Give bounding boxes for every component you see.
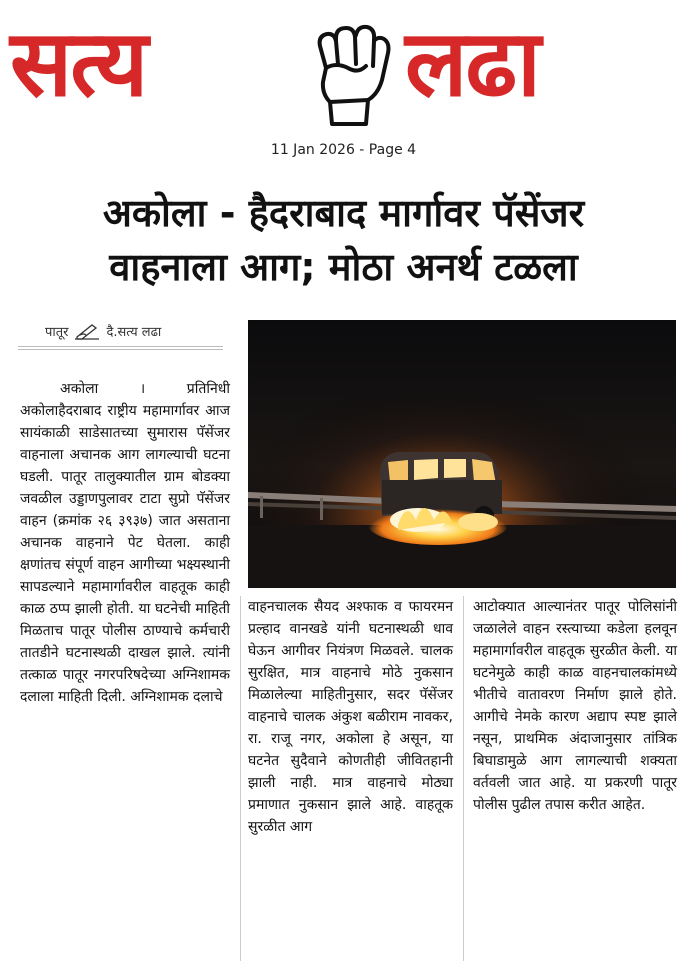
pen-writing-icon [74,322,100,340]
byline [45,322,161,340]
byline-divider [18,346,223,347]
byline-divider [18,349,223,350]
masthead [0,0,687,135]
edition-date-page: 11 Jan 2026 - Page 4 [270,142,417,158]
vehicle-fire-photo [248,320,676,588]
byline-place: पातूर [45,325,69,340]
article-headline [10,186,677,294]
headline-line-2: वाहनाला आग; मोठा अनर्थ टळला [109,245,578,289]
column-divider [463,596,464,961]
byline-source: दै.सत्य लढा [106,325,162,340]
masthead-title-left: सत्य [10,10,147,117]
masthead-title-right: लढा [405,10,540,117]
column-divider [240,596,241,961]
article-column-2: वाहनचालक सैयद अश्फाक व फायरमन प्रल्हाद वानखडे यांनी घटनास्थळी धाव घेऊन आगीवर नियंत्रण मिळवले. चालक सुरक्षित, मात्र वाहनाचे मोठे नुकसान मिळालेल्या माहितीनुसार, सदर पॅसेंजर वाहनाचे चालक अंकुश बळीराम नावकर, रा. राजू नगर, अकोला हे असून, या घटनेत सुदैवाने कोणतीही जीवितहानी झाली नाही. मात्र वाहनाचे मोठ्या प्रमाणात नुकसान झाले आहे. वाहतूक सुरळीत आग [248,599,453,835]
raised-fist-icon [296,8,396,128]
article-column-1: अकोला । प्रतिनिधी अकोलाहैदराबाद राष्ट्रीय महामार्गावर आज सायंकाळी साडेसातच्या सुमारास पॅसेंजर वाहनाला अचानक आग लागल्याची घटना घडली. पातूर तालुक्यातील ग्राम बोडक्या जवळील उड्डाणपुलावर टाटा सुप्रो पॅसेंजर वाहन (क्रमांक २६ ३९३७) जात असताना अचानक वाहनाने पेट घेतला. काही क्षणांतच संपूर्ण वाहन आगीच्या भक्ष्यस्थानी सापडल्याने महामार्गावरील वाहतूक काही काळ ठप्प झाली होती. या घटनेची माहिती मिळताच पातूर पोलीस ठाण्याचे कर्मचारी तातडीने घटनास्थळी दाखल झाले. त्यांनी तत्काळ पातूर नगरपरिषदेच्या अग्निशामक दलाला माहिती दिली. अग्निशामक दलाचे [20,381,230,705]
headline-line-1: अकोला - हैदराबाद मार्गावर पॅसेंजर [102,191,585,235]
article-column-3: आटोक्यात आल्यानंतर पातूर पोलिसांनी जळालेले वाहन रस्त्याच्या कडेला हलवून महामार्गावरील वाहतूक सुरळीत केली. या घटनेमुळे काही काळ वाहनचालकांमध्ये भीतीचे वातावरण निर्माण झाले होते. आगीचे नेमके कारण अद्याप स्पष्ट झाले नसून, प्राथमिक अंदाजानुसार तांत्रिक बिघाडामुळे आग लागल्याची शक्यता वर्तवली जात आहे. या प्रकरणी पातूर पोलीस पुढील तपास करीत आहेत. [473,599,677,813]
